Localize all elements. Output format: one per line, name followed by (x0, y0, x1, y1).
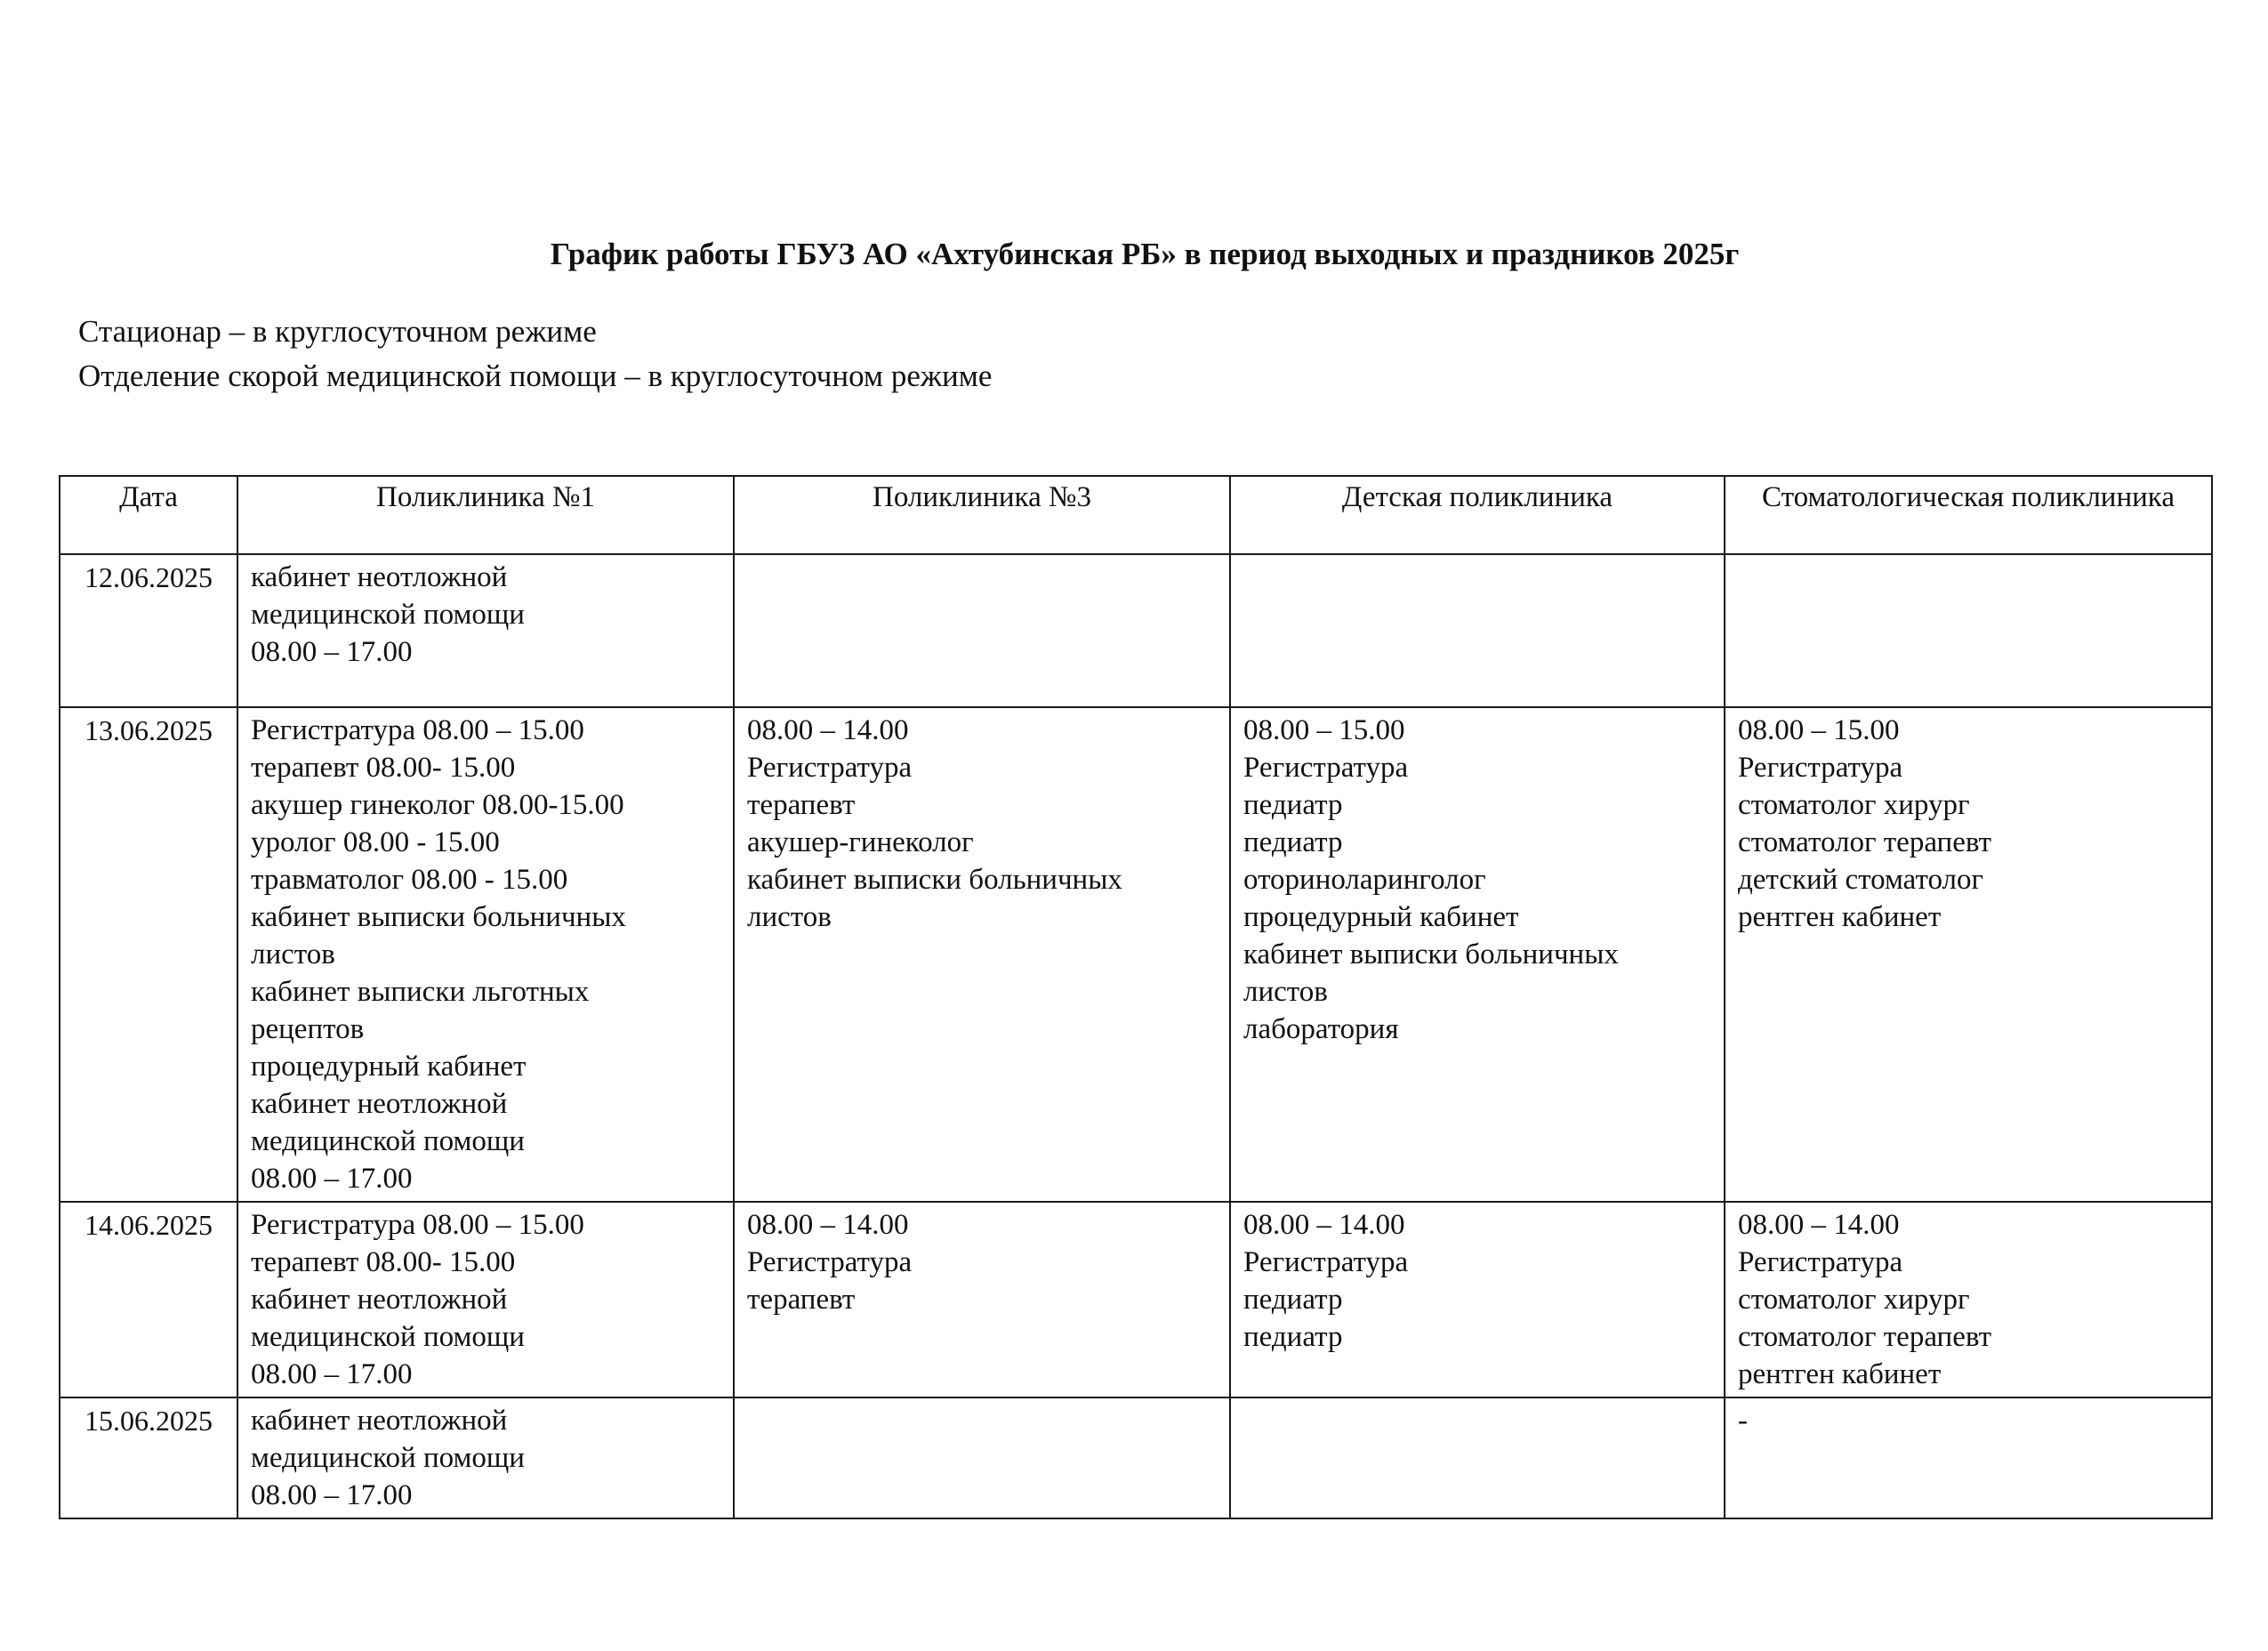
cell-line: акушер гинеколог 08.00-15.00 (251, 789, 624, 821)
cell-line: листов (1243, 976, 1328, 1008)
header-date: Дата (60, 476, 237, 554)
cell-line: терапевт 08.00- 15.00 (251, 752, 516, 784)
table-body (60, 554, 2212, 1518)
cell-polyclinic-1 (237, 1202, 734, 1397)
cell-line: медицинской помощи (251, 1125, 525, 1157)
cell-line: кабинет неотложной (251, 561, 508, 593)
cell-line: терапевт (747, 789, 856, 821)
cell-line: Регистратура 08.00 – 15.00 (251, 714, 584, 746)
cell-line: 08.00 – 17.00 (251, 1163, 413, 1195)
date-cell: 14.06.2025 (60, 1202, 237, 1397)
intro-line-hospital: Стационар – в круглосуточном режиме (78, 314, 597, 349)
header-polyclinic-3: Поликлиника №3 (734, 476, 1230, 554)
intro-block (78, 310, 992, 399)
schedule-table (59, 475, 2213, 1519)
cell-line: 08.00 – 15.00 (1738, 714, 1900, 746)
cell-dental-polyclinic (1725, 1397, 2212, 1518)
cell-line: 08.00 – 14.00 (747, 714, 909, 746)
cell-line: кабинет неотложной (251, 1088, 508, 1120)
cell-line: кабинет неотложной (251, 1284, 508, 1316)
cell-line: педиатр (1243, 1284, 1343, 1316)
cell-line: медицинской помощи (251, 1442, 525, 1474)
cell-line: Регистратура (747, 1246, 913, 1278)
cell-polyclinic-1 (237, 554, 734, 707)
intro-line-ambulance: Отделение скорой медицинской помощи – в круглосуточном режиме (78, 358, 993, 393)
cell-line: 08.00 – 17.00 (251, 636, 413, 668)
cell-line: оториноларинголог (1243, 864, 1486, 896)
cell-line: кабинет выписки льготных (251, 976, 590, 1008)
cell-line: детский стоматолог (1738, 864, 1984, 896)
table-row (60, 1397, 2212, 1518)
header-dental-polyclinic: Стоматологическая поликлиника (1725, 476, 2212, 554)
cell-line: травматолог 08.00 - 15.00 (251, 864, 568, 896)
cell-children-polyclinic (1230, 1202, 1725, 1397)
cell-line: стоматолог хирург (1738, 789, 1970, 821)
cell-children-polyclinic (1230, 554, 1725, 707)
cell-line: кабинет неотложной (251, 1405, 508, 1437)
cell-line: 08.00 – 15.00 (1243, 714, 1405, 746)
cell-line: рентген кабинет (1738, 1358, 1942, 1390)
cell-line: кабинет выписки больничных (1243, 938, 1619, 970)
cell-line: - (1738, 1405, 1748, 1437)
date-cell: 15.06.2025 (60, 1397, 237, 1518)
date-cell: 13.06.2025 (60, 707, 237, 1202)
cell-line: Регистратура (1738, 752, 1903, 784)
cell-line: Регистратура (1243, 752, 1409, 784)
cell-line: кабинет выписки больничных (747, 864, 1122, 896)
table-header-row (60, 476, 2212, 554)
cell-line: рентген кабинет (1738, 901, 1942, 933)
page-title: График работы ГБУЗ АО «Ахтубинская РБ» в период выходных и праздников 2025г (550, 237, 1740, 271)
cell-dental-polyclinic (1725, 1202, 2212, 1397)
cell-line: процедурный кабинет (1243, 901, 1519, 933)
table-row (60, 1202, 2212, 1397)
cell-line: педиатр (1243, 826, 1343, 858)
cell-line: Регистратура (1243, 1246, 1409, 1278)
cell-line: 08.00 – 14.00 (1738, 1209, 1900, 1241)
cell-line: медицинской помощи (251, 1321, 525, 1353)
cell-polyclinic-3 (734, 707, 1230, 1202)
cell-line: стоматолог хирург (1738, 1284, 1970, 1316)
cell-dental-polyclinic (1725, 707, 2212, 1202)
cell-polyclinic-1 (237, 1397, 734, 1518)
cell-line: 08.00 – 17.00 (251, 1358, 413, 1390)
cell-line: листов (747, 901, 832, 933)
cell-line: 08.00 – 14.00 (1243, 1209, 1405, 1241)
date-cell: 12.06.2025 (60, 554, 237, 707)
cell-line: медицинской помощи (251, 599, 525, 631)
cell-polyclinic-1 (237, 707, 734, 1202)
cell-line: Регистратура 08.00 – 15.00 (251, 1209, 584, 1241)
cell-line: терапевт (747, 1284, 856, 1316)
cell-line: уролог 08.00 - 15.00 (251, 826, 500, 858)
cell-children-polyclinic (1230, 707, 1725, 1202)
cell-polyclinic-3 (734, 554, 1230, 707)
cell-line: кабинет выписки больничных (251, 901, 626, 933)
cell-line: педиатр (1243, 1321, 1343, 1353)
header-children-polyclinic: Детская поликлиника (1230, 476, 1725, 554)
cell-line: Регистратура (1738, 1246, 1903, 1278)
cell-line: Регистратура (747, 752, 913, 784)
cell-line: процедурный кабинет (251, 1051, 527, 1083)
cell-line: акушер-гинеколог (747, 826, 974, 858)
cell-line: лаборатория (1243, 1013, 1399, 1045)
cell-line: педиатр (1243, 789, 1343, 821)
cell-polyclinic-3 (734, 1397, 1230, 1518)
cell-line: рецептов (251, 1013, 365, 1045)
cell-line: листов (251, 938, 335, 970)
table-row (60, 554, 2212, 707)
cell-dental-polyclinic (1725, 554, 2212, 707)
table-row (60, 707, 2212, 1202)
cell-line: стоматолог терапевт (1738, 1321, 1992, 1353)
cell-line: 08.00 – 17.00 (251, 1479, 413, 1511)
cell-line: терапевт 08.00- 15.00 (251, 1246, 516, 1278)
header-polyclinic-1: Поликлиника №1 (237, 476, 734, 554)
cell-line: 08.00 – 14.00 (747, 1209, 909, 1241)
cell-children-polyclinic (1230, 1397, 1725, 1518)
cell-line: стоматолог терапевт (1738, 826, 1992, 858)
cell-polyclinic-3 (734, 1202, 1230, 1397)
